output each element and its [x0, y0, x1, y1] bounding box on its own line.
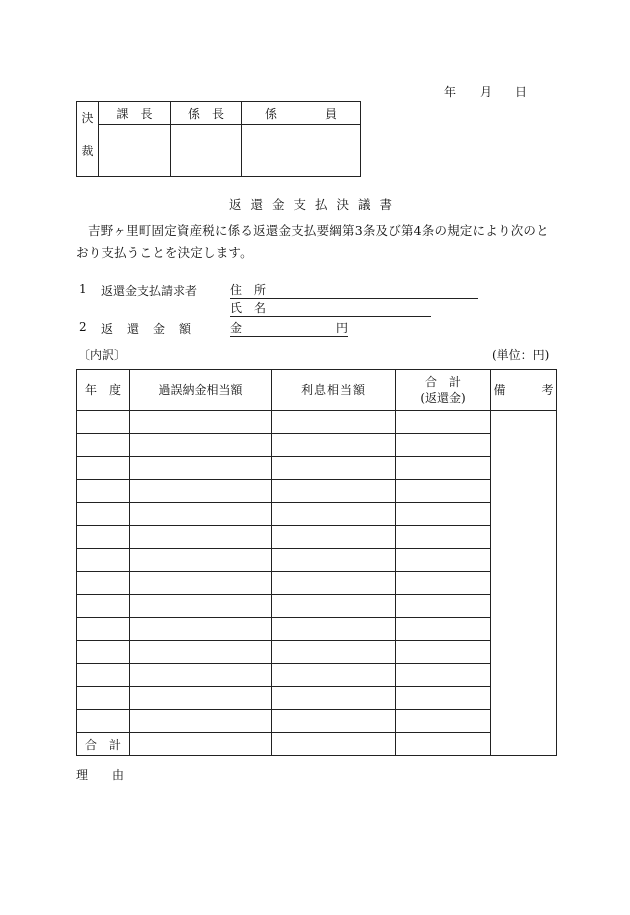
approval-label-1: 決	[81, 111, 94, 125]
total-sum-cell[interactable]	[396, 733, 491, 756]
total-cell[interactable]	[396, 526, 491, 549]
total-row-label: 合 計	[77, 733, 130, 756]
interest-cell[interactable]	[272, 641, 396, 664]
year-cell[interactable]	[77, 710, 130, 733]
year-cell[interactable]	[77, 434, 130, 457]
total-cell[interactable]	[396, 457, 491, 480]
date-month-label: 月	[480, 85, 493, 99]
approval-side-label	[77, 102, 99, 177]
address-field[interactable]	[230, 281, 478, 299]
table-header-row	[77, 370, 557, 411]
year-cell[interactable]	[77, 641, 130, 664]
year-cell[interactable]	[77, 618, 130, 641]
unit-note: (単位：円)	[492, 348, 550, 362]
approval-kakariin-stamp[interactable]	[242, 125, 361, 177]
name-field[interactable]	[230, 299, 431, 317]
overpaid-cell[interactable]	[130, 503, 272, 526]
item1-number: 1	[79, 282, 87, 296]
interest-cell[interactable]	[272, 572, 396, 595]
total-cell[interactable]	[396, 595, 491, 618]
item2-label: 返 還 金 額	[101, 322, 193, 336]
interest-cell[interactable]	[272, 710, 396, 733]
header-total	[396, 370, 491, 411]
total-cell[interactable]	[396, 434, 491, 457]
table-row	[77, 503, 557, 526]
interest-cell[interactable]	[272, 664, 396, 687]
table-row	[77, 434, 557, 457]
interest-cell[interactable]	[272, 480, 396, 503]
overpaid-cell[interactable]	[130, 595, 272, 618]
table-row	[77, 595, 557, 618]
approval-kakaricho-header: 係 長	[171, 102, 242, 125]
overpaid-cell[interactable]	[130, 710, 272, 733]
interest-cell[interactable]	[272, 457, 396, 480]
total-interest-cell[interactable]	[272, 733, 396, 756]
approval-kacho-header: 課 長	[99, 102, 171, 125]
total-cell[interactable]	[396, 549, 491, 572]
total-cell[interactable]	[396, 480, 491, 503]
year-cell[interactable]	[77, 549, 130, 572]
total-cell[interactable]	[396, 503, 491, 526]
interest-cell[interactable]	[272, 434, 396, 457]
year-cell[interactable]	[77, 572, 130, 595]
item2-number: 2	[79, 320, 87, 334]
table-total-row	[77, 733, 557, 756]
year-cell[interactable]	[77, 664, 130, 687]
date-year-label: 年	[444, 85, 457, 99]
interest-cell[interactable]	[272, 595, 396, 618]
overpaid-cell[interactable]	[130, 664, 272, 687]
amount-unit: 円	[335, 321, 348, 335]
table-row	[77, 664, 557, 687]
table-row	[77, 549, 557, 572]
breakdown-table	[76, 369, 557, 756]
amount-field[interactable]	[230, 319, 348, 337]
approval-kakariin-header: 係 員	[242, 102, 361, 125]
year-cell[interactable]	[77, 687, 130, 710]
year-cell[interactable]	[77, 526, 130, 549]
year-cell[interactable]	[77, 457, 130, 480]
approval-kacho-stamp[interactable]	[99, 125, 171, 177]
breakdown-label: 〔内訳〕	[78, 348, 127, 362]
overpaid-cell[interactable]	[130, 480, 272, 503]
total-cell[interactable]	[396, 710, 491, 733]
body-paragraph: 吉野ヶ里町固定資産税に係る返還金支払要綱第3条及び第4条の規定により次のとおり支払うことを決定します。	[76, 223, 549, 260]
header-overpaid: 過誤納金相当額	[130, 370, 272, 411]
total-cell[interactable]	[396, 618, 491, 641]
interest-cell[interactable]	[272, 411, 396, 434]
overpaid-cell[interactable]	[130, 641, 272, 664]
reason-label: 理 由	[76, 768, 125, 782]
amount-prefix: 金	[230, 321, 243, 335]
overpaid-cell[interactable]	[130, 526, 272, 549]
overpaid-cell[interactable]	[130, 572, 272, 595]
approval-kakaricho-stamp[interactable]	[171, 125, 242, 177]
year-cell[interactable]	[77, 411, 130, 434]
table-row	[77, 618, 557, 641]
overpaid-cell[interactable]	[130, 618, 272, 641]
overpaid-cell[interactable]	[130, 434, 272, 457]
remarks-cell[interactable]	[491, 411, 557, 756]
approval-label-2: 裁	[81, 144, 94, 158]
table-row	[77, 710, 557, 733]
header-interest: 利息相当額	[272, 370, 396, 411]
table-row	[77, 687, 557, 710]
interest-cell[interactable]	[272, 526, 396, 549]
name-label: 氏 名	[230, 301, 267, 315]
total-cell[interactable]	[396, 687, 491, 710]
interest-cell[interactable]	[272, 549, 396, 572]
table-row	[77, 572, 557, 595]
total-cell[interactable]	[396, 641, 491, 664]
total-cell[interactable]	[396, 572, 491, 595]
date-day-label: 日	[515, 85, 528, 99]
year-cell[interactable]	[77, 503, 130, 526]
interest-cell[interactable]	[272, 618, 396, 641]
overpaid-cell[interactable]	[130, 411, 272, 434]
header-remarks: 備 考	[491, 370, 557, 411]
interest-cell[interactable]	[272, 503, 396, 526]
form-title: 返還金支払決議書	[228, 197, 401, 212]
item1-label: 返還金支払請求者	[101, 284, 198, 298]
year-cell[interactable]	[77, 595, 130, 618]
table-row	[77, 641, 557, 664]
total-cell[interactable]	[396, 664, 491, 687]
address-label: 住 所	[230, 283, 267, 297]
overpaid-cell[interactable]	[130, 457, 272, 480]
table-row	[77, 480, 557, 503]
overpaid-cell[interactable]	[130, 549, 272, 572]
header-year: 年 度	[77, 370, 130, 411]
table-row	[77, 457, 557, 480]
total-cell[interactable]	[396, 411, 491, 434]
interest-cell[interactable]	[272, 687, 396, 710]
overpaid-cell[interactable]	[130, 687, 272, 710]
table-row	[77, 411, 557, 434]
approval-stamp-box	[76, 101, 361, 177]
header-total-line1: 合 計	[424, 375, 461, 389]
table-row	[77, 526, 557, 549]
header-total-line2: (返還金)	[420, 391, 466, 405]
total-overpaid-cell[interactable]	[130, 733, 272, 756]
year-cell[interactable]	[77, 480, 130, 503]
